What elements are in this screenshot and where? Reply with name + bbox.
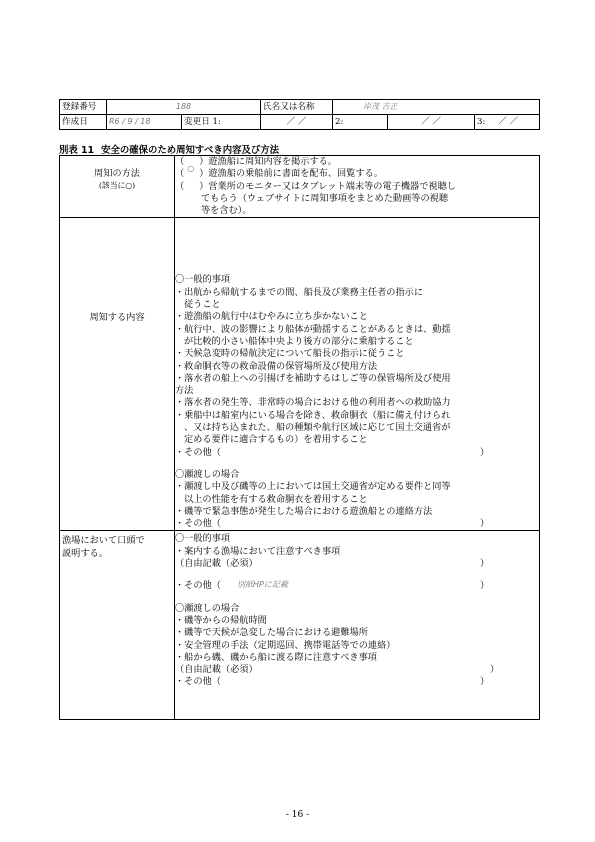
change-slot-3-value: ／ ／ — [498, 116, 519, 127]
notice-table — [59, 155, 540, 720]
ferry-item-other-close: ） — [480, 518, 490, 530]
method-option-3-text: 営業所のモニター又はタブレット端末等の電子機器で視聴し — [208, 180, 456, 192]
method-option-1: （ ○ ）遊漁船に周知内容を掲示する。 — [175, 156, 539, 168]
general-item-7: ・落水者の発生等、非常時の場合における他の利用者への救助協力 — [175, 397, 451, 409]
method-option-2-text: 遊漁船の乗船前に書面を配布、回覧する。 — [208, 168, 383, 180]
change-slot-1-value: ／ ／ — [286, 116, 307, 127]
oral-item-1-note — [175, 558, 539, 570]
change-date-label-text: 変更日 — [184, 116, 210, 127]
contents-gap — [175, 459, 539, 469]
contents-label-cell — [60, 218, 175, 531]
oral-item-other — [175, 580, 539, 592]
general-heading: 〇一般的事項 — [175, 274, 231, 286]
change-slot-2: 2: — [333, 115, 388, 130]
contents-spacer — [175, 218, 539, 274]
section-number: 別表 11 — [59, 145, 95, 156]
oral-ferry-item-3: ・安全管理の手法（定期巡回、携帯電話等での連絡） — [175, 639, 396, 651]
method-options — [175, 156, 540, 218]
method-label: 周知の方法 — [94, 168, 140, 179]
method-label-cell — [60, 156, 175, 218]
oral-general-heading: 〇一般的事項 — [175, 533, 231, 545]
oral-item-1: ・案内する漁場において注意すべき事項 — [175, 545, 341, 557]
ferry-item-1-cont: 以上の性能を有する救命胴衣を着用すること — [184, 493, 368, 505]
method-option-3: （ ）営業所のモニター又はタブレット端末等の電子機器で視聴し — [175, 180, 456, 192]
oral-item-other-value: 別紙HPに記載 — [237, 580, 288, 590]
oral-ferry-item-1: ・磯等からの帰航時間 — [175, 614, 267, 626]
oral-ferry-item-4: ・船から磯、磯から船に渡る際に注意すべき事項 — [175, 651, 377, 663]
method-sublabel: (該当に○) — [98, 181, 136, 191]
contents-row — [60, 218, 540, 531]
change-slot-3-label: 3: — [477, 116, 486, 127]
ferry-item-1: ・瀬渡し中及び磯等の上においては国土交通省が定める要件と同等 — [175, 481, 451, 493]
name-label: 氏名又は名称 — [261, 100, 333, 115]
method-option-1-text: 遊漁船に周知内容を掲示する。 — [208, 156, 337, 167]
change-slot-2-value: ／ ／ — [421, 116, 441, 127]
ferry-item-other — [175, 518, 539, 530]
change-date-label — [182, 115, 261, 130]
general-item-2: ・遊漁船の航行中はむやみに立ち歩かないこと — [175, 311, 368, 323]
contents-label: 周知する内容 — [89, 312, 145, 324]
oral-ferry-item-other-text: ・その他（ — [175, 676, 221, 688]
oral-list — [175, 531, 540, 719]
general-item-8: ・乗船中は船室内にいる場合を除き、救命胴衣（船に備え付けられ — [175, 409, 451, 421]
method-option-2: （ ）遊漁船の乗船前に書面を配布、回覧する。 — [175, 168, 383, 180]
oral-item-1-note-text: （自由記載（必須） — [175, 558, 258, 570]
general-item-5: ・救命胴衣等の救命設備の保管場所及び使用方法 — [175, 360, 378, 372]
general-item-6: ・落水者の船上への引揚げを補助するはしご等の保管場所及び使用 — [175, 372, 451, 384]
oral-label-cell — [60, 531, 175, 719]
general-item-6-cont: 方法 — [175, 385, 194, 397]
oral-ferry-item-4-note — [175, 664, 539, 676]
general-item-3-cont: が比較的小さい船体中央より後方の部分に乗船すること — [184, 335, 414, 347]
oral-gap-2 — [175, 593, 539, 603]
oral-row — [60, 531, 540, 719]
method-option-1-mark: ○ — [187, 164, 195, 173]
registration-number-label: 登録番号 — [60, 100, 107, 115]
general-item-other-text: ・その他（ — [175, 446, 221, 458]
general-item-3: ・航行中、波の影響により船体が動揺することがあるときは、動揺 — [175, 323, 451, 335]
general-item-other — [175, 447, 539, 459]
name-value: 岸茂 吉正 — [363, 102, 398, 111]
general-item-8-cont2: 定める要件に適合するもの）を着用すること — [184, 434, 368, 446]
oral-ferry-item-other-close: ） — [480, 676, 490, 688]
change-slot-1: 1: — [212, 116, 221, 127]
oral-item-1-note-close: ） — [480, 558, 490, 570]
general-item-1: ・出航から帰航するまでの間、船長及び業務主任者の指示に — [175, 286, 424, 298]
oral-label-2: 説明する。 — [62, 547, 108, 559]
oral-ferry-item-other — [175, 676, 539, 688]
method-row — [60, 156, 540, 218]
ferry-item-other-text: ・その他（ — [175, 518, 221, 530]
oral-ferry-item-2: ・磯等で天候が急変した場合における避難場所 — [175, 627, 368, 639]
section-title-text: 安全の確保のため周知すべき内容及び方法 — [101, 145, 280, 156]
oral-ferry-item-4-note-text: （自由記載（必須） — [175, 664, 258, 676]
oral-gap-1 — [175, 570, 539, 580]
oral-item-other-text: ・その他（ — [175, 580, 221, 592]
page-number: - 16 - — [285, 810, 310, 820]
change-slot-3 — [475, 115, 540, 130]
general-item-other-close: ） — [480, 446, 490, 458]
created-date-value: R6 / 9 / 18 — [109, 117, 151, 126]
ferry-item-2: ・磯等で緊急事態が発生した場合における遊漁船との連絡方法 — [175, 505, 433, 517]
registration-table — [59, 99, 540, 130]
section-title — [59, 142, 279, 156]
oral-item-other-close: ） — [480, 580, 490, 592]
contents-list — [175, 218, 540, 531]
oral-label-1: 漁場において口頭で — [62, 535, 145, 547]
ferry-heading: 〇瀬渡しの場合 — [175, 468, 240, 480]
general-item-1-cont: 従うこと — [184, 299, 221, 311]
general-item-8-cont1: 、又は持ち込まれた、船の種類や航行区域に応じて国土交通省が — [184, 422, 451, 434]
oral-ferry-item-4-note-close: ） — [490, 664, 500, 676]
method-option-3-cont1: てもらう（ウェブサイトに周知事項をまとめた動画等の視聴 — [201, 192, 449, 204]
oral-ferry-heading: 〇瀬渡しの場合 — [175, 602, 240, 614]
created-date-label: 作成日 — [60, 115, 107, 130]
registration-number-value: 188 — [175, 102, 192, 111]
general-item-4: ・天候急変時の帰航決定について船長の指示に従うこと — [175, 348, 405, 360]
method-option-3-cont2: 等を含む）。 — [201, 205, 252, 217]
